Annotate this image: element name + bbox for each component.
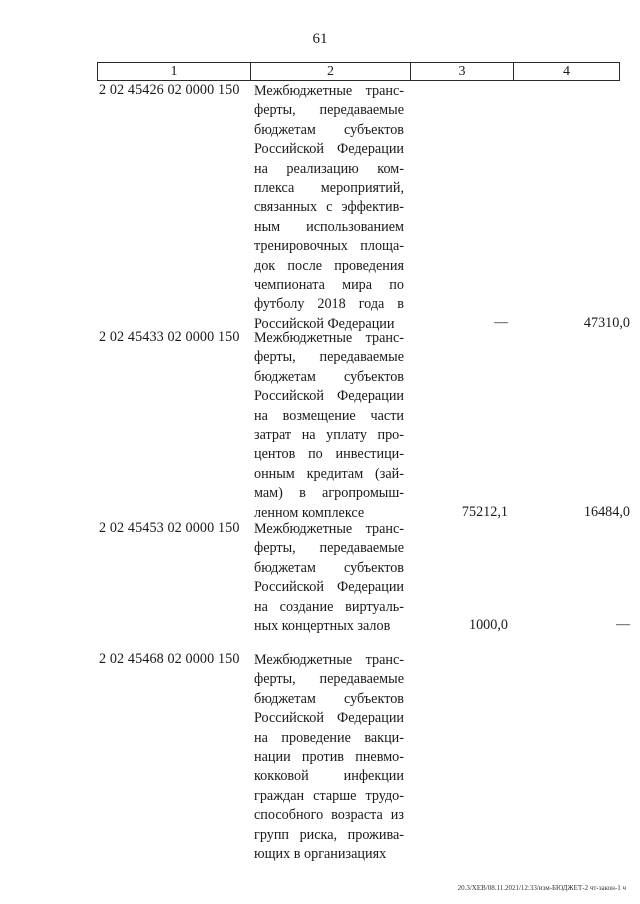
amount-column-3: 1000,0 [468, 617, 508, 633]
description-line: кокковой инфекции [254, 768, 404, 785]
description-line: на создание виртуаль- [254, 598, 404, 615]
description-line: ферты, передаваемые [254, 349, 404, 366]
description-line: бюджетам субъектов [254, 559, 404, 576]
budget-code: 2 02 45426 02 0000 150 [99, 82, 240, 98]
description-line: ных концертных залов [254, 617, 391, 634]
description-line: док после проведения [254, 257, 404, 274]
description-line: ферты, передаваемые [254, 671, 404, 688]
column-header-3: 3 [411, 63, 514, 81]
description-line: бюджетам субъектов [254, 121, 404, 138]
description-line: Российской Федерации [254, 141, 404, 158]
footer-stamp: 20.3/ХЕВ/08.11.2021/12:33/изм-БЮДЖЕТ-2 чт-закон-1 ч [457, 884, 626, 892]
description-line: на возмещение части [254, 407, 404, 424]
description-line: ным использованием [254, 218, 404, 235]
page-number: 61 [312, 31, 328, 47]
description-line: затрат на уплату про- [254, 426, 404, 443]
description-line: Межбюджетные транс- [254, 330, 404, 346]
description-line: центов по инвестици- [254, 446, 404, 463]
description-line: плекса мероприятий, [254, 179, 404, 196]
description-line: Российской Федерации [254, 315, 395, 332]
description [254, 651, 404, 864]
description-line: онным кредитам (зай- [254, 465, 404, 482]
description-line: способного возраста из [254, 807, 404, 824]
description [254, 82, 404, 334]
description-line: на проведение вакци- [254, 729, 404, 746]
amount-column-4: 47310,0 [583, 314, 630, 331]
description-line: групп риска, прожива- [254, 826, 404, 843]
description-line: Российской Федерации [254, 579, 404, 596]
description-line: футболу 2018 года в [254, 296, 404, 313]
description [254, 520, 404, 636]
amount-column-4: 16484,0 [583, 503, 630, 520]
description-line: Российской Федерации [254, 710, 404, 727]
budget-code: 2 02 45468 02 0000 150 [99, 651, 240, 667]
column-header-1: 1 [98, 63, 251, 81]
column-header-table [97, 62, 620, 81]
budget-code: 2 02 45433 02 0000 150 [99, 329, 240, 345]
description-line: Межбюджетные транс- [254, 521, 404, 537]
description-line: ленном комплексе [254, 504, 365, 521]
description-line: на реализацию ком- [254, 160, 404, 177]
description [254, 329, 404, 523]
amount-column-4: — [616, 617, 630, 632]
budget-code: 2 02 45453 02 0000 150 [99, 520, 240, 536]
description-line: ферты, передаваемые [254, 102, 404, 119]
description-line: нации против пневмо- [254, 748, 404, 765]
column-header-row [98, 63, 620, 81]
description-line: Межбюджетные транс- [254, 83, 404, 99]
description-line: чемпионата мира по [254, 276, 404, 293]
description-line: бюджетам субъектов [254, 690, 404, 707]
description-line: ферты, передаваемые [254, 540, 404, 557]
amount-column-3: — [494, 314, 508, 330]
description-line: связанных с эффектив- [254, 199, 404, 216]
description-line: ющих в организациях [254, 845, 387, 862]
description-line: граждан старше трудо- [254, 787, 404, 804]
description-line: бюджетам субъектов [254, 368, 404, 385]
column-header-2: 2 [251, 63, 411, 81]
description-line: тренировочных площа- [254, 238, 404, 255]
description-line: мам) в агропромыш- [254, 485, 404, 502]
description-line: Российской Федерации [254, 388, 404, 405]
amount-column-3: 75212,1 [461, 503, 508, 520]
column-header-4: 4 [514, 63, 620, 81]
description-line: Межбюджетные транс- [254, 652, 404, 668]
